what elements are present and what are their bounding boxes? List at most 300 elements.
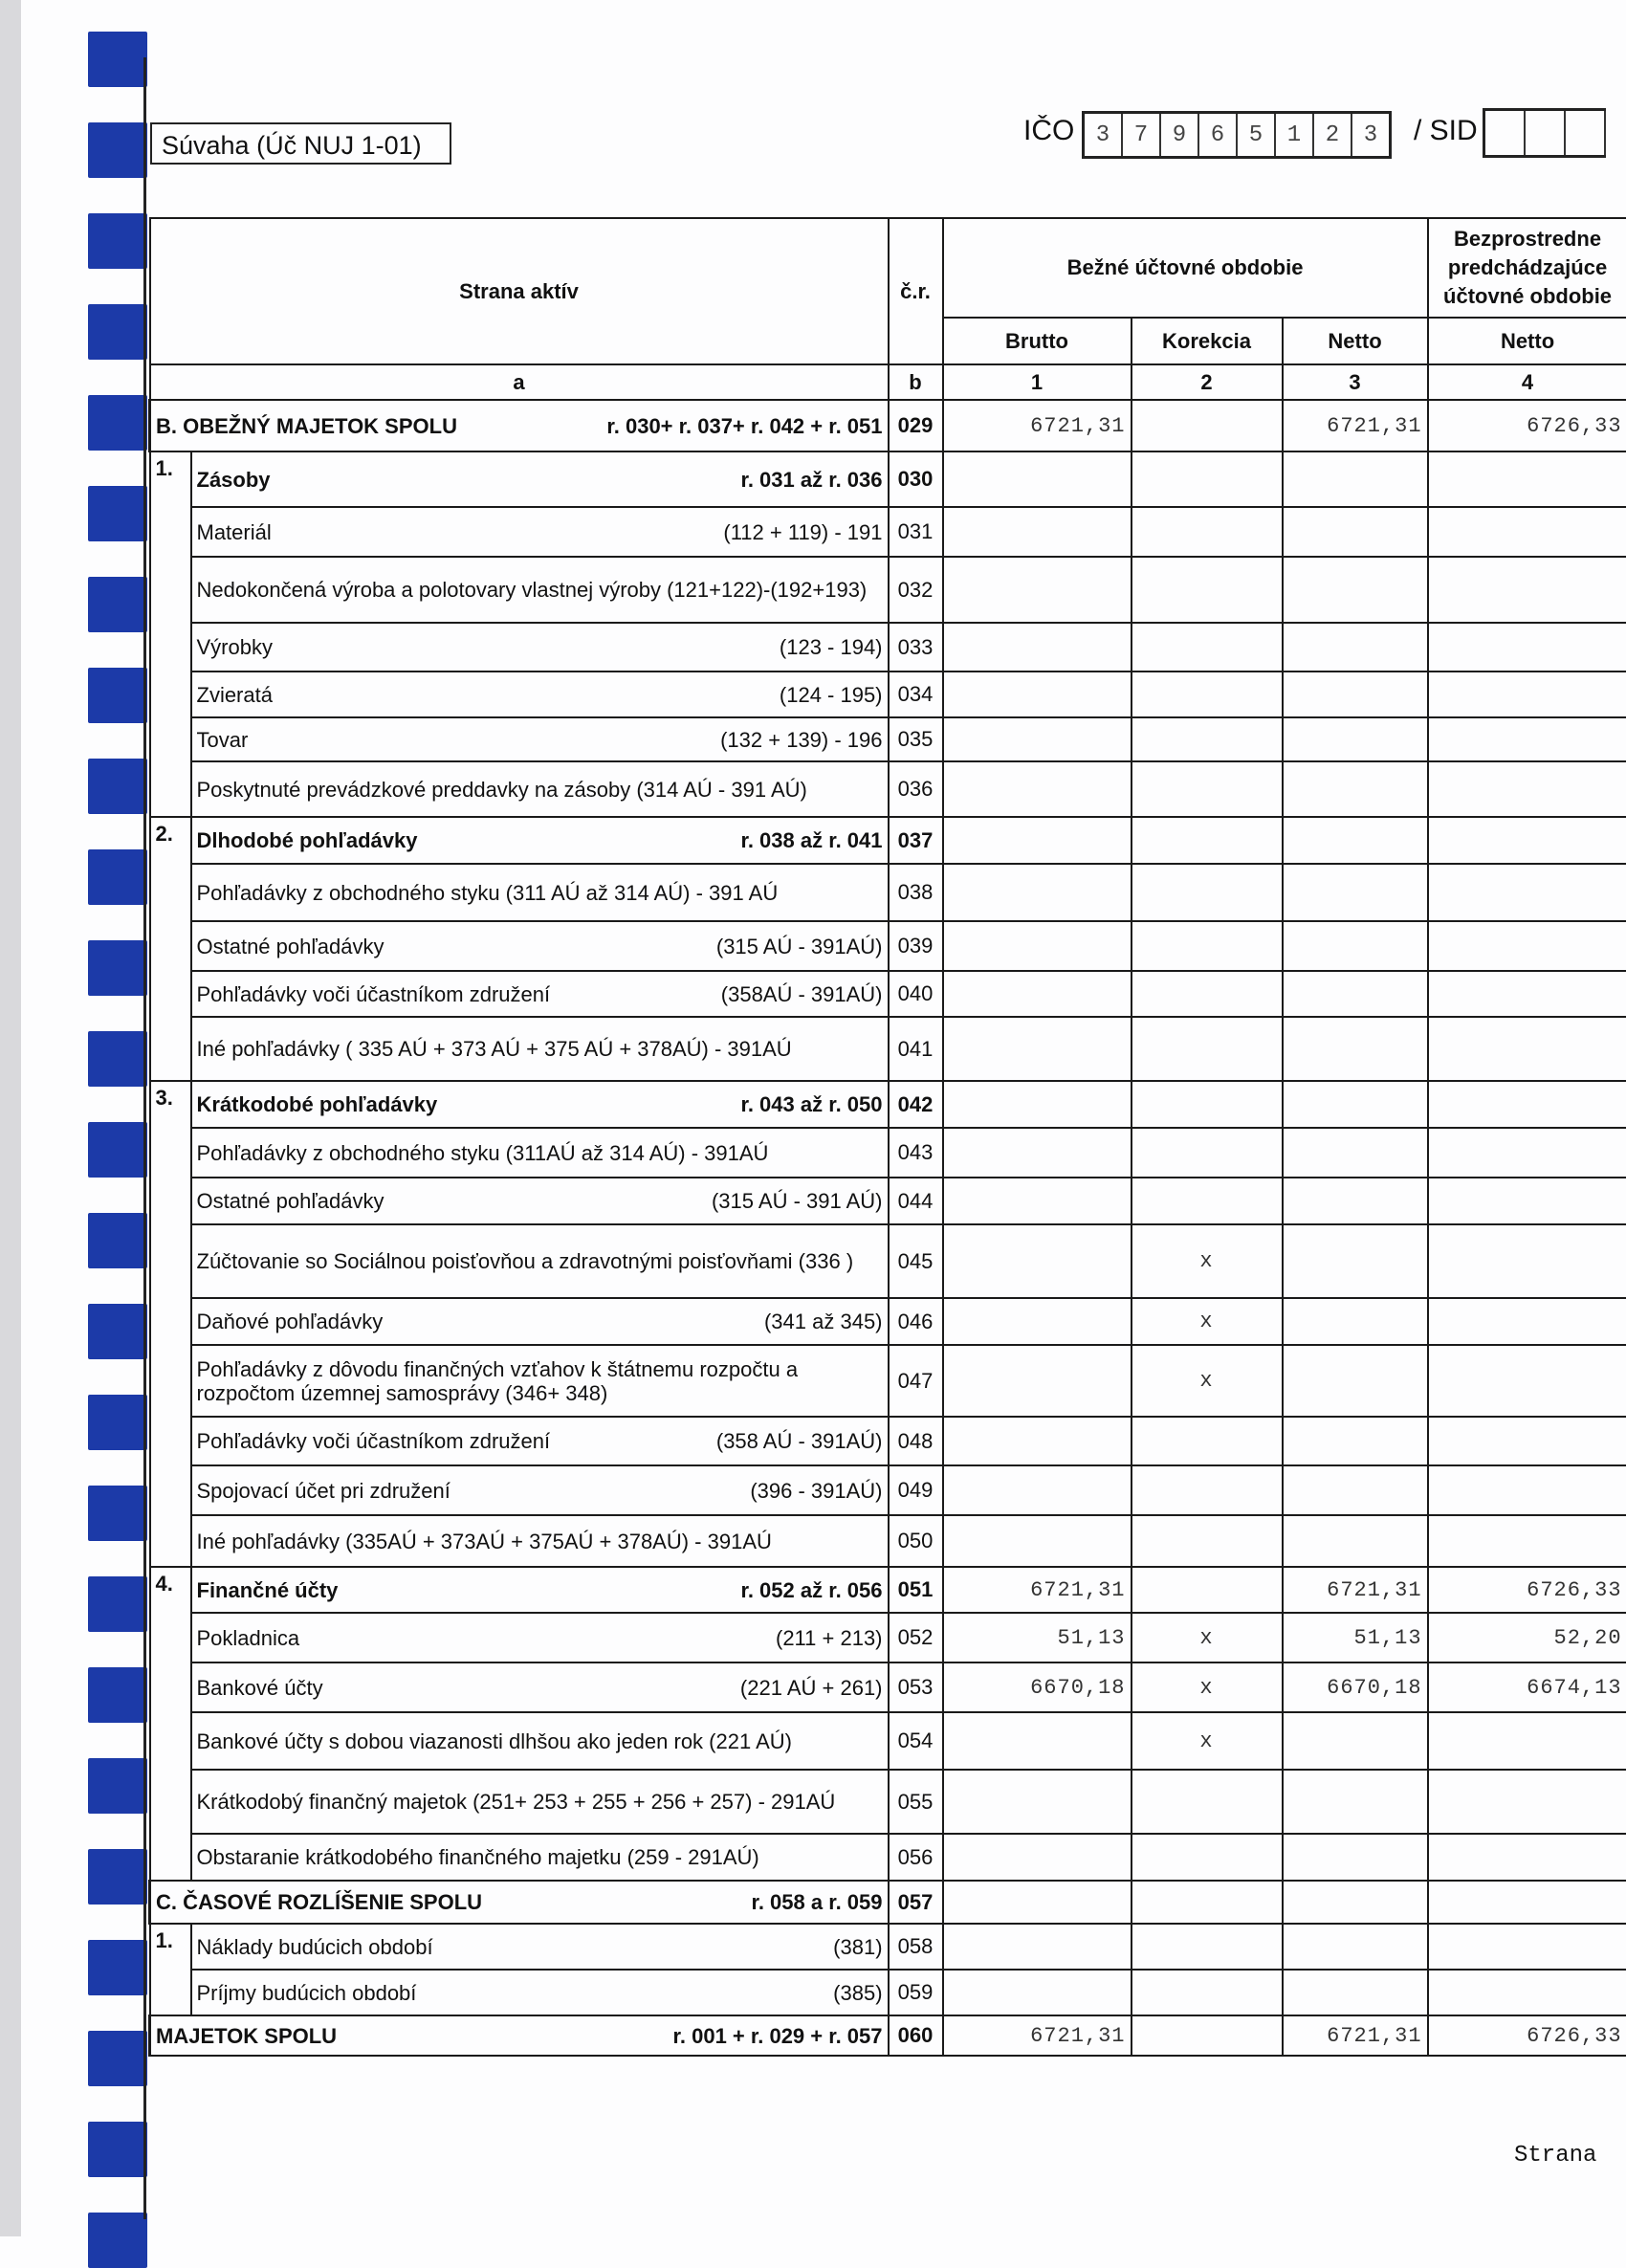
row-label: B. OBEŽNÝ MAJETOK SPOLU (156, 414, 457, 438)
korekcia-value[interactable]: x (1132, 1298, 1283, 1345)
brutto-value[interactable]: 6721,31 (943, 1567, 1132, 1613)
korekcia-value[interactable] (1132, 864, 1283, 921)
form-title: Súvaha (Úč NUJ 1-01) (150, 122, 451, 165)
korekcia-value[interactable] (1132, 1834, 1283, 1881)
row-label-cell (191, 507, 889, 557)
korekcia-value[interactable] (1132, 557, 1283, 623)
row-label-cell (191, 1465, 889, 1515)
row-label: Pohľadávky z obchodného styku (311AÚ až 314 AÚ) - 391AÚ (197, 1141, 769, 1165)
brutto-value[interactable] (943, 1712, 1132, 1770)
row-label-wrap (197, 1729, 883, 1753)
row-label-cell (191, 1924, 889, 1970)
korekcia-value[interactable] (1132, 817, 1283, 864)
netto-prev-value[interactable] (1428, 1081, 1626, 1128)
brutto-value[interactable] (943, 1178, 1132, 1224)
brutto-value[interactable] (943, 971, 1132, 1017)
table-row-041 (150, 1017, 1626, 1081)
header-index-1: 1 (943, 364, 1132, 400)
netto-value[interactable]: 6721,31 (1283, 2015, 1428, 2056)
row-label-wrap (197, 468, 883, 492)
table-row-057 (150, 1881, 1626, 1924)
binding-hole (88, 2031, 147, 2086)
netto-prev-value[interactable]: 6726,33 (1428, 2015, 1626, 2056)
netto-value[interactable] (1283, 1017, 1428, 1081)
row-formula: (124 - 195) (780, 683, 883, 707)
header-netto-prev: Netto (1428, 318, 1626, 364)
row-label-cell (191, 921, 889, 971)
row-label-wrap (197, 935, 883, 958)
row-label: Ostatné pohľadávky (197, 935, 385, 958)
row-formula: r. 001 + r. 029 + r. 057 (673, 2024, 883, 2048)
netto-value[interactable] (1283, 1224, 1428, 1298)
korekcia-value[interactable] (1132, 1970, 1283, 2015)
row-label: Obstaranie krátkodobého finančného majetku (259 - 291AÚ) (197, 1845, 759, 1869)
page-footer: Strana (1514, 2143, 1596, 2169)
korekcia-value[interactable] (1132, 400, 1283, 451)
korekcia-value[interactable] (1132, 1178, 1283, 1224)
netto-value[interactable] (1283, 1970, 1428, 2015)
row-label: Nedokončená výroba a polotovary vlastnej výroby (121+122)-(192+193) (197, 578, 868, 602)
brutto-value[interactable] (943, 1881, 1132, 1924)
netto-value[interactable] (1283, 507, 1428, 557)
row-number: 044 (889, 1178, 943, 1224)
row-label-cell (191, 1345, 889, 1417)
netto-value[interactable] (1283, 451, 1428, 507)
scan-margin (0, 0, 21, 2236)
binding-hole (88, 2213, 147, 2268)
brutto-value[interactable] (943, 623, 1132, 672)
row-formula: (112 + 119) - 191 (723, 520, 882, 544)
brutto-value[interactable] (943, 1224, 1132, 1298)
header-brutto: Brutto (943, 318, 1132, 364)
row-label-wrap (156, 414, 883, 438)
netto-prev-value[interactable] (1428, 1515, 1626, 1567)
korekcia-value[interactable]: x (1132, 1613, 1283, 1662)
brutto-value[interactable] (943, 717, 1132, 761)
korekcia-value[interactable] (1132, 1567, 1283, 1613)
row-label-cell (191, 1515, 889, 1567)
row-formula: (315 AÚ - 391 AÚ) (712, 1189, 883, 1213)
row-number: 032 (889, 557, 943, 623)
netto-prev-value[interactable] (1428, 1970, 1626, 2015)
row-formula: (123 - 194) (780, 635, 883, 659)
netto-prev-value[interactable] (1428, 507, 1626, 557)
row-label: Finančné účty (197, 1578, 339, 1602)
row-label: Tovar (197, 728, 249, 752)
netto-value[interactable] (1283, 623, 1428, 672)
binding-hole (88, 122, 147, 178)
brutto-value[interactable] (943, 1298, 1132, 1345)
netto-value[interactable] (1283, 1515, 1428, 1567)
brutto-value[interactable] (943, 1834, 1132, 1881)
row-number: 060 (889, 2015, 943, 2056)
row-label-cell (191, 1567, 889, 1613)
brutto-value[interactable] (943, 864, 1132, 921)
row-label-wrap (197, 1249, 883, 1273)
brutto-value[interactable]: 51,13 (943, 1613, 1132, 1662)
binding-hole (88, 213, 147, 269)
netto-prev-value[interactable] (1428, 672, 1626, 717)
row-label-wrap (197, 635, 883, 659)
binding-hole (88, 668, 147, 723)
korekcia-value[interactable] (1132, 971, 1283, 1017)
row-label-cell (191, 1970, 889, 2015)
netto-value[interactable] (1283, 971, 1428, 1017)
netto-prev-value[interactable] (1428, 1465, 1626, 1515)
brutto-value[interactable] (943, 672, 1132, 717)
row-label-wrap (197, 1141, 883, 1165)
sid-label: / SID (1414, 115, 1478, 147)
row-number: 034 (889, 672, 943, 717)
row-formula: r. 052 až r. 056 (740, 1578, 882, 1602)
netto-value[interactable] (1283, 1712, 1428, 1770)
section-number: 1. (150, 1924, 191, 2015)
binding-hole (88, 1213, 147, 1268)
row-label-wrap (197, 1092, 883, 1116)
row-label-cell (191, 1178, 889, 1224)
brutto-value[interactable] (943, 761, 1132, 817)
binding-hole (88, 2122, 147, 2177)
row-label: Daňové pohľadávky (197, 1310, 384, 1333)
binding-hole (88, 849, 147, 905)
row-label-cell (191, 1662, 889, 1712)
row-label: Príjmy budúcich období (197, 1981, 417, 2005)
netto-prev-value[interactable]: 6674,13 (1428, 1662, 1626, 1712)
netto-value[interactable] (1283, 761, 1428, 817)
korekcia-value[interactable]: x (1132, 1224, 1283, 1298)
header-index-a: a (150, 364, 889, 400)
row-label: Iné pohľadávky ( 335 AÚ + 373 AÚ + 375 AÚ + 378AÚ) - 391AÚ (197, 1037, 792, 1061)
row-label-wrap (197, 728, 883, 752)
balance-sheet-table (148, 217, 1626, 2057)
binding-hole (88, 1122, 147, 1178)
row-label-wrap (197, 683, 883, 707)
row-label-cell (191, 1017, 889, 1081)
table-row-029 (150, 400, 1626, 451)
brutto-value[interactable] (943, 1770, 1132, 1834)
row-label-wrap (197, 778, 883, 802)
brutto-value[interactable]: 6670,18 (943, 1662, 1132, 1712)
brutto-value[interactable] (943, 1128, 1132, 1178)
row-number: 049 (889, 1465, 943, 1515)
row-number: 051 (889, 1567, 943, 1613)
table-row-034 (150, 672, 1626, 717)
netto-value[interactable] (1283, 1834, 1428, 1881)
korekcia-value[interactable] (1132, 1881, 1283, 1924)
row-label-wrap (197, 1626, 883, 1650)
header-index-4: 4 (1428, 364, 1626, 400)
netto-prev-value[interactable] (1428, 717, 1626, 761)
korekcia-value[interactable] (1132, 921, 1283, 971)
korekcia-value[interactable] (1132, 1017, 1283, 1081)
row-label-wrap (156, 1890, 883, 1914)
table-row-036 (150, 761, 1626, 817)
row-label: Pokladnica (197, 1626, 300, 1650)
netto-prev-value[interactable] (1428, 1712, 1626, 1770)
row-number: 056 (889, 1834, 943, 1881)
netto-prev-value[interactable]: 52,20 (1428, 1613, 1626, 1662)
row-number: 038 (889, 864, 943, 921)
binding-hole (88, 759, 147, 814)
row-label: Výrobky (197, 635, 273, 659)
netto-value[interactable] (1283, 672, 1428, 717)
row-label-cell (191, 557, 889, 623)
binding-hole (88, 395, 147, 451)
row-label: Materiál (197, 520, 272, 544)
row-number: 031 (889, 507, 943, 557)
brutto-value[interactable] (943, 1465, 1132, 1515)
korekcia-value[interactable] (1132, 1770, 1283, 1834)
binding-hole (88, 1758, 147, 1814)
row-label: Dlhodobé pohľadávky (197, 828, 418, 852)
row-label-wrap (197, 1676, 883, 1700)
ico-digit: 6 (1199, 114, 1238, 156)
netto-prev-value[interactable]: 6726,33 (1428, 1567, 1626, 1613)
brutto-value[interactable]: 6721,31 (943, 400, 1132, 451)
table-row-031 (150, 507, 1626, 557)
netto-prev-value[interactable] (1428, 451, 1626, 507)
korekcia-value[interactable] (1132, 1128, 1283, 1178)
netto-prev-value[interactable] (1428, 557, 1626, 623)
netto-value[interactable]: 51,13 (1283, 1613, 1428, 1662)
binding-hole (88, 1576, 147, 1632)
brutto-value[interactable] (943, 921, 1132, 971)
row-label-wrap (197, 520, 883, 544)
binding-strip (84, 0, 151, 2236)
netto-value[interactable] (1283, 817, 1428, 864)
binding-hole (88, 1486, 147, 1541)
table-row-044 (150, 1178, 1626, 1224)
header-index-2: 2 (1132, 364, 1283, 400)
row-label-cell (191, 864, 889, 921)
netto-value[interactable] (1283, 1178, 1428, 1224)
netto-value[interactable] (1283, 1881, 1428, 1924)
korekcia-value[interactable] (1132, 1924, 1283, 1970)
netto-prev-value[interactable] (1428, 864, 1626, 921)
row-formula: (385) (833, 1981, 882, 2005)
row-label: Iné pohľadávky (335AÚ + 373AÚ + 375AÚ + 378AÚ) - 391AÚ (197, 1530, 772, 1553)
brutto-value[interactable] (943, 1345, 1132, 1417)
table-row-050 (150, 1515, 1626, 1567)
row-formula: r. 038 až r. 041 (740, 828, 882, 852)
netto-prev-value[interactable] (1428, 1881, 1626, 1924)
binding-hole (88, 577, 147, 632)
brutto-value[interactable] (943, 1970, 1132, 2015)
row-label: Bankové účty s dobou viazanosti dlhšou ako jeden rok (221 AÚ) (197, 1729, 793, 1753)
row-number: 046 (889, 1298, 943, 1345)
netto-value[interactable]: 6670,18 (1283, 1662, 1428, 1712)
row-number: 045 (889, 1224, 943, 1298)
netto-value[interactable] (1283, 1924, 1428, 1970)
netto-prev-value[interactable] (1428, 971, 1626, 1017)
brutto-value[interactable] (943, 1017, 1132, 1081)
netto-prev-value[interactable] (1428, 1224, 1626, 1298)
netto-prev-value[interactable] (1428, 1128, 1626, 1178)
ico-digit: 2 (1314, 114, 1352, 156)
row-label-wrap (197, 578, 883, 602)
table-row-030 (150, 451, 1626, 507)
netto-value[interactable] (1283, 1345, 1428, 1417)
korekcia-value[interactable] (1132, 717, 1283, 761)
netto-prev-value[interactable] (1428, 1834, 1626, 1881)
ico-label: IČO (1023, 115, 1074, 147)
row-label: Zúčtovanie so Sociálnou poisťovňou a zdravotnými poisťovňami (336 ) (197, 1249, 854, 1273)
netto-value[interactable] (1283, 1465, 1428, 1515)
row-label-wrap (197, 1790, 883, 1814)
netto-value[interactable]: 6721,31 (1283, 1567, 1428, 1613)
korekcia-value[interactable]: x (1132, 1345, 1283, 1417)
binding-hole (88, 940, 147, 996)
header-previous-period: Bezprostredne predchádzajúce účtovné obdobie (1428, 218, 1626, 318)
brutto-value[interactable] (943, 507, 1132, 557)
netto-value[interactable] (1283, 717, 1428, 761)
row-number: 039 (889, 921, 943, 971)
row-label-wrap (197, 1310, 883, 1333)
netto-value[interactable]: 6721,31 (1283, 400, 1428, 451)
korekcia-value[interactable] (1132, 2015, 1283, 2056)
row-label: MAJETOK SPOLU (156, 2024, 337, 2048)
netto-prev-value[interactable] (1428, 1924, 1626, 1970)
brutto-value[interactable] (943, 1515, 1132, 1567)
row-number: 036 (889, 761, 943, 817)
row-formula: (211 + 213) (776, 1626, 883, 1650)
netto-value[interactable] (1283, 1298, 1428, 1345)
section-number: 2. (150, 817, 191, 1081)
row-label: Zásoby (197, 468, 271, 492)
korekcia-value[interactable]: x (1132, 1712, 1283, 1770)
row-label-cell (191, 1081, 889, 1128)
row-label: Spojovací účet pri združení (197, 1479, 450, 1503)
netto-value[interactable] (1283, 864, 1428, 921)
row-formula: r. 043 až r. 050 (740, 1092, 882, 1116)
table-row-033 (150, 623, 1626, 672)
row-label-cell (191, 761, 889, 817)
row-label: Bankové účty (197, 1676, 323, 1700)
binding-hole (88, 1304, 147, 1359)
section-number: 4. (150, 1567, 191, 1881)
netto-prev-value[interactable] (1428, 1417, 1626, 1465)
netto-value[interactable] (1283, 1081, 1428, 1128)
binding-edge-line (143, 57, 146, 2219)
korekcia-value[interactable] (1132, 507, 1283, 557)
ico-digit: 3 (1085, 114, 1123, 156)
header-korekcia: Korekcia (1132, 318, 1283, 364)
row-number: 057 (889, 1881, 943, 1924)
korekcia-value[interactable] (1132, 623, 1283, 672)
korekcia-value[interactable] (1132, 1515, 1283, 1567)
row-number: 041 (889, 1017, 943, 1081)
netto-prev-value[interactable] (1428, 921, 1626, 971)
binding-hole (88, 32, 147, 87)
row-label-cell (150, 400, 889, 451)
row-label: Pohľadávky z obchodného styku (311 AÚ až 314 AÚ) - 391 AÚ (197, 881, 779, 905)
brutto-value[interactable] (943, 451, 1132, 507)
brutto-value[interactable] (943, 817, 1132, 864)
ico-digit: 9 (1161, 114, 1199, 156)
header-cr: č.r. (889, 218, 943, 364)
brutto-value[interactable] (943, 1081, 1132, 1128)
row-label-wrap (156, 2024, 883, 2048)
table-row-049 (150, 1465, 1626, 1515)
row-number: 040 (889, 971, 943, 1017)
netto-value[interactable] (1283, 1770, 1428, 1834)
row-label-cell (191, 1128, 889, 1178)
ico-digit: 5 (1238, 114, 1276, 156)
brutto-value[interactable] (943, 1417, 1132, 1465)
binding-hole (88, 486, 147, 541)
row-formula: r. 058 a r. 059 (751, 1890, 882, 1914)
netto-prev-value[interactable]: 6726,33 (1428, 400, 1626, 451)
row-label-wrap (197, 1357, 883, 1405)
row-label-wrap (197, 881, 883, 905)
korekcia-value[interactable] (1132, 672, 1283, 717)
row-number: 050 (889, 1515, 943, 1567)
netto-prev-value[interactable] (1428, 817, 1626, 864)
row-label-wrap (197, 1981, 883, 2005)
netto-prev-value[interactable] (1428, 1345, 1626, 1417)
table-row-039 (150, 921, 1626, 971)
row-label-wrap (197, 1189, 883, 1213)
netto-value[interactable] (1283, 557, 1428, 623)
row-number: 033 (889, 623, 943, 672)
row-label-wrap (197, 1530, 883, 1553)
row-formula: (315 AÚ - 391AÚ) (716, 935, 883, 958)
row-label-wrap (197, 1037, 883, 1061)
table-row-056 (150, 1834, 1626, 1881)
netto-prev-value[interactable] (1428, 1178, 1626, 1224)
netto-prev-value[interactable] (1428, 1017, 1626, 1081)
netto-prev-value[interactable] (1428, 1298, 1626, 1345)
row-label-cell (191, 717, 889, 761)
korekcia-value[interactable]: x (1132, 1662, 1283, 1712)
row-formula: (221 AÚ + 261) (740, 1676, 883, 1700)
netto-prev-value[interactable] (1428, 761, 1626, 817)
netto-prev-value[interactable] (1428, 1770, 1626, 1834)
netto-value[interactable] (1283, 921, 1428, 971)
netto-value[interactable] (1283, 1128, 1428, 1178)
korekcia-value[interactable] (1132, 1417, 1283, 1465)
netto-value[interactable] (1283, 1417, 1428, 1465)
table-row-038 (150, 864, 1626, 921)
sid-box (1526, 111, 1566, 155)
sid-field (1483, 108, 1606, 158)
brutto-value[interactable] (943, 1924, 1132, 1970)
row-formula: r. 030+ r. 037+ r. 042 + r. 051 (606, 414, 882, 438)
korekcia-value[interactable] (1132, 1081, 1283, 1128)
row-label-wrap (197, 1429, 883, 1453)
netto-prev-value[interactable] (1428, 623, 1626, 672)
brutto-value[interactable] (943, 557, 1132, 623)
row-label: Krátkodobé pohľadávky (197, 1092, 438, 1116)
ico-digit: 7 (1123, 114, 1161, 156)
ico-digit: 1 (1276, 114, 1314, 156)
row-label-cell (191, 817, 889, 864)
korekcia-value[interactable] (1132, 1465, 1283, 1515)
row-label-cell (191, 1224, 889, 1298)
row-formula: (358AÚ - 391AÚ) (721, 982, 883, 1006)
brutto-value[interactable]: 6721,31 (943, 2015, 1132, 2056)
table-row-042 (150, 1081, 1626, 1128)
table-row-046 (150, 1298, 1626, 1345)
sid-box (1485, 111, 1526, 155)
korekcia-value[interactable] (1132, 451, 1283, 507)
row-label-cell (191, 1298, 889, 1345)
row-formula: (341 až 345) (764, 1310, 883, 1333)
table-row-035 (150, 717, 1626, 761)
table-row-054 (150, 1712, 1626, 1770)
korekcia-value[interactable] (1132, 761, 1283, 817)
header-strana-aktiv: Strana aktív (150, 218, 889, 364)
